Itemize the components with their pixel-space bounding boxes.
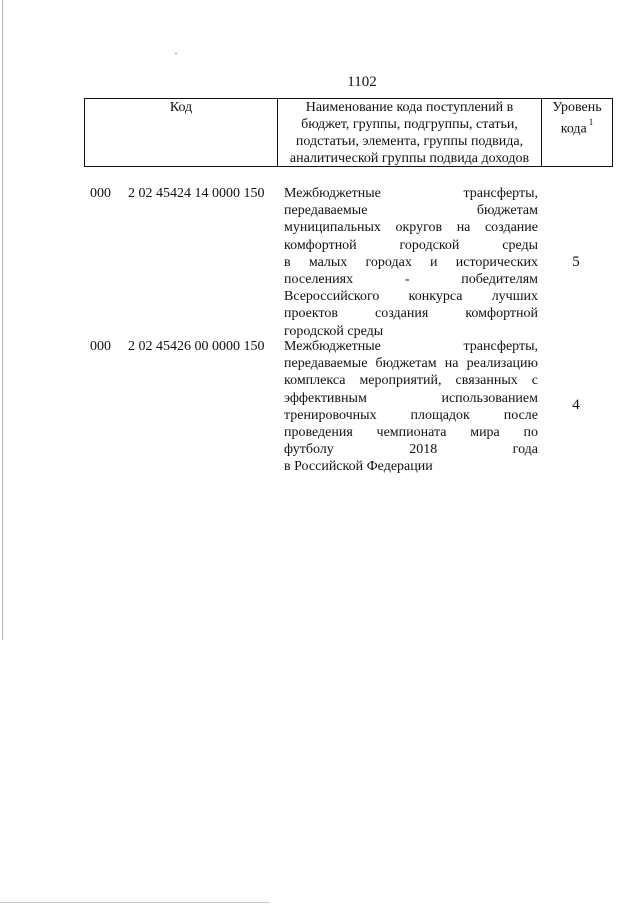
page-number: 1102 <box>347 74 377 90</box>
admin-code: 000 <box>90 186 111 201</box>
scan-edge-bottom <box>0 902 270 903</box>
header-level-line2 <box>542 116 612 138</box>
code-level: 5 <box>572 254 580 270</box>
income-name-line: проектов создания комфортной <box>284 306 538 322</box>
income-name <box>284 185 538 340</box>
income-name <box>284 338 538 476</box>
header-level-code: кода <box>560 121 587 137</box>
footnote-mark: 1 <box>588 117 594 127</box>
income-name-line: эффективным использованием <box>284 390 538 406</box>
income-name-line: поселениях - победителям <box>284 272 538 288</box>
income-code: 2 02 45424 14 0000 150 <box>128 186 265 201</box>
header-name-line: бюджет, группы, подгруппы, статьи, <box>301 117 518 132</box>
admin-code: 000 <box>90 339 111 354</box>
income-name-line: Межбюджетные трансферты, <box>284 186 538 201</box>
income-name-line: комфортной городской среды <box>284 237 538 253</box>
income-name-line: проведения чемпионата мира по <box>284 425 538 441</box>
income-name-line: передаваемые бюджетам <box>284 203 538 219</box>
header-name-line: Наименование кода поступлений в <box>305 100 514 115</box>
income-code: 2 02 45426 00 0000 150 <box>128 339 265 354</box>
income-name-line: муниципальных округов на создание <box>284 220 538 236</box>
header-name <box>278 99 541 167</box>
scan-speck <box>175 53 177 54</box>
income-name-line: тренировочных площадок после <box>284 407 538 423</box>
income-name-line: в малых городах и исторических <box>284 254 538 270</box>
header-name-line: аналитической группы подвида доходов <box>289 151 530 166</box>
income-name-line: Всероссийского конкурса лучших <box>284 289 538 305</box>
income-name-line: городской среды <box>284 323 384 339</box>
code-level: 4 <box>572 397 580 413</box>
income-name-line: передаваемые бюджетам на реализацию <box>284 356 538 372</box>
scan-edge-left <box>2 0 3 640</box>
header-code: Код <box>169 100 193 115</box>
income-name-line: Межбюджетные трансферты, <box>284 339 538 354</box>
income-name-line: футболу 2018 года <box>284 442 538 458</box>
header-level <box>542 99 612 138</box>
header-level-line1: Уровень <box>552 100 602 115</box>
income-name-line: комплекса мероприятий, связанных с <box>284 373 538 389</box>
header-name-line: подстатьи, элемента, группы подвида, <box>295 134 524 149</box>
header-right-border <box>612 98 613 167</box>
income-name-line: в Российской Федерации <box>284 459 433 475</box>
